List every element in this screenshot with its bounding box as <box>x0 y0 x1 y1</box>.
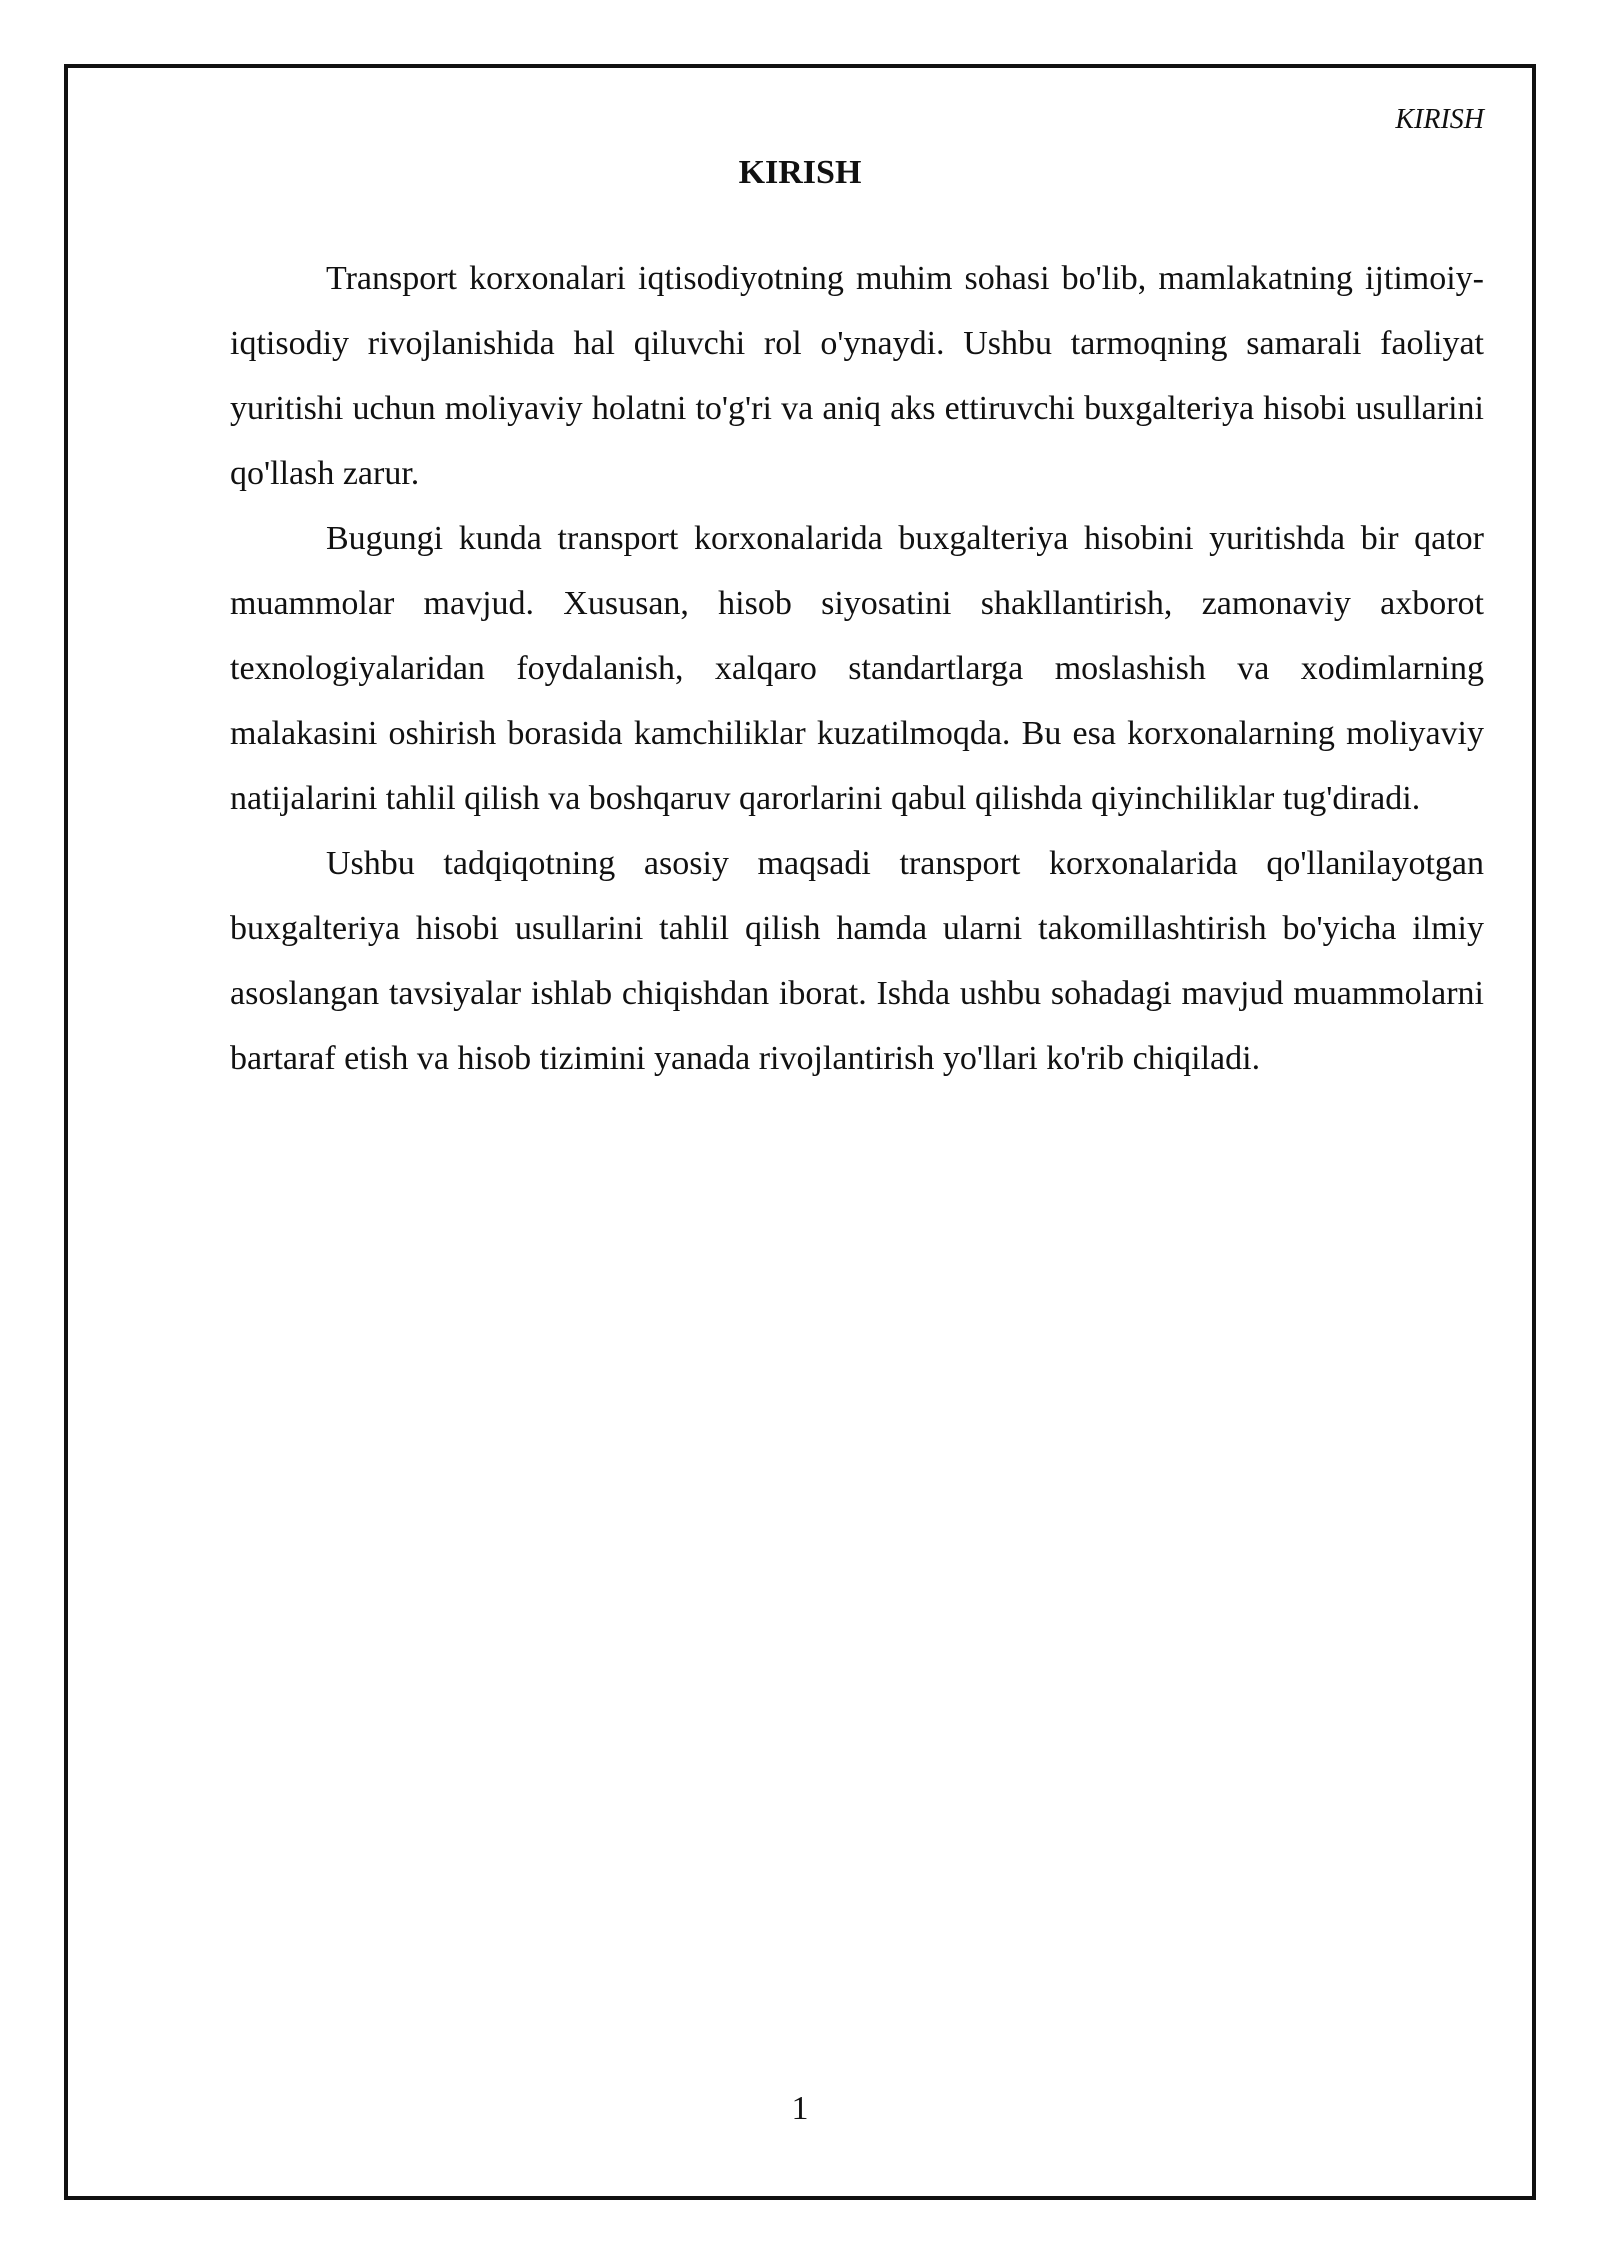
paragraph-3: Ushbu tadqiqotning asosiy maqsadi transport korxonalarida qo'llanilayotgan buxgalteriya hisobi usullarini tahlil qilish hamda ularni takomillashtirish bo'yicha ilmiy asoslangan tavsiyalar ishlab chiqishdan iborat. Ishda ushbu sohadagi mavjud muammolarni bartaraf etish va hisob tizimini yanada rivojlantirish yo'llari ko'rib chiqiladi. <box>230 845 1484 1077</box>
paragraph-2: Bugungi kunda transport korxonalarida buxgalteriya hisobini yuritishda bir qator muammolar mavjud. Xususan, hisob siyosatini shakllantirish, zamonaviy axborot texnologiyalaridan foydalanish, xalqaro standartlarga moslashish va xodimlarning malakasini oshirish borasida kamchiliklar kuzatilmoqda. Bu esa korxonalarning moliyaviy natijalarini tahlil qilish va boshqaruv qarorlarini qabul qilishda qiyinchiliklar tug'diradi. <box>230 520 1484 817</box>
page-title: KIRISH <box>738 154 862 191</box>
page-number: 1 <box>791 2090 809 2127</box>
paragraph-1: Transport korxonalari iqtisodiyotning muhim sohasi bo'lib, mamlakatning ijtimoiy-iqtisodiy rivojlanishida hal qiluvchi rol o'ynaydi. Ushbu tarmoqning samarali faoliyat yuritishi uchun moliyaviy holatni to'g'ri va aniq aks ettiruvchi buxgalteriya hisobi usullarini qo'llash zarur. <box>230 260 1484 492</box>
page-border <box>64 64 1536 2200</box>
body-text <box>230 246 1484 1091</box>
running-header: KIRISH <box>1395 104 1484 135</box>
